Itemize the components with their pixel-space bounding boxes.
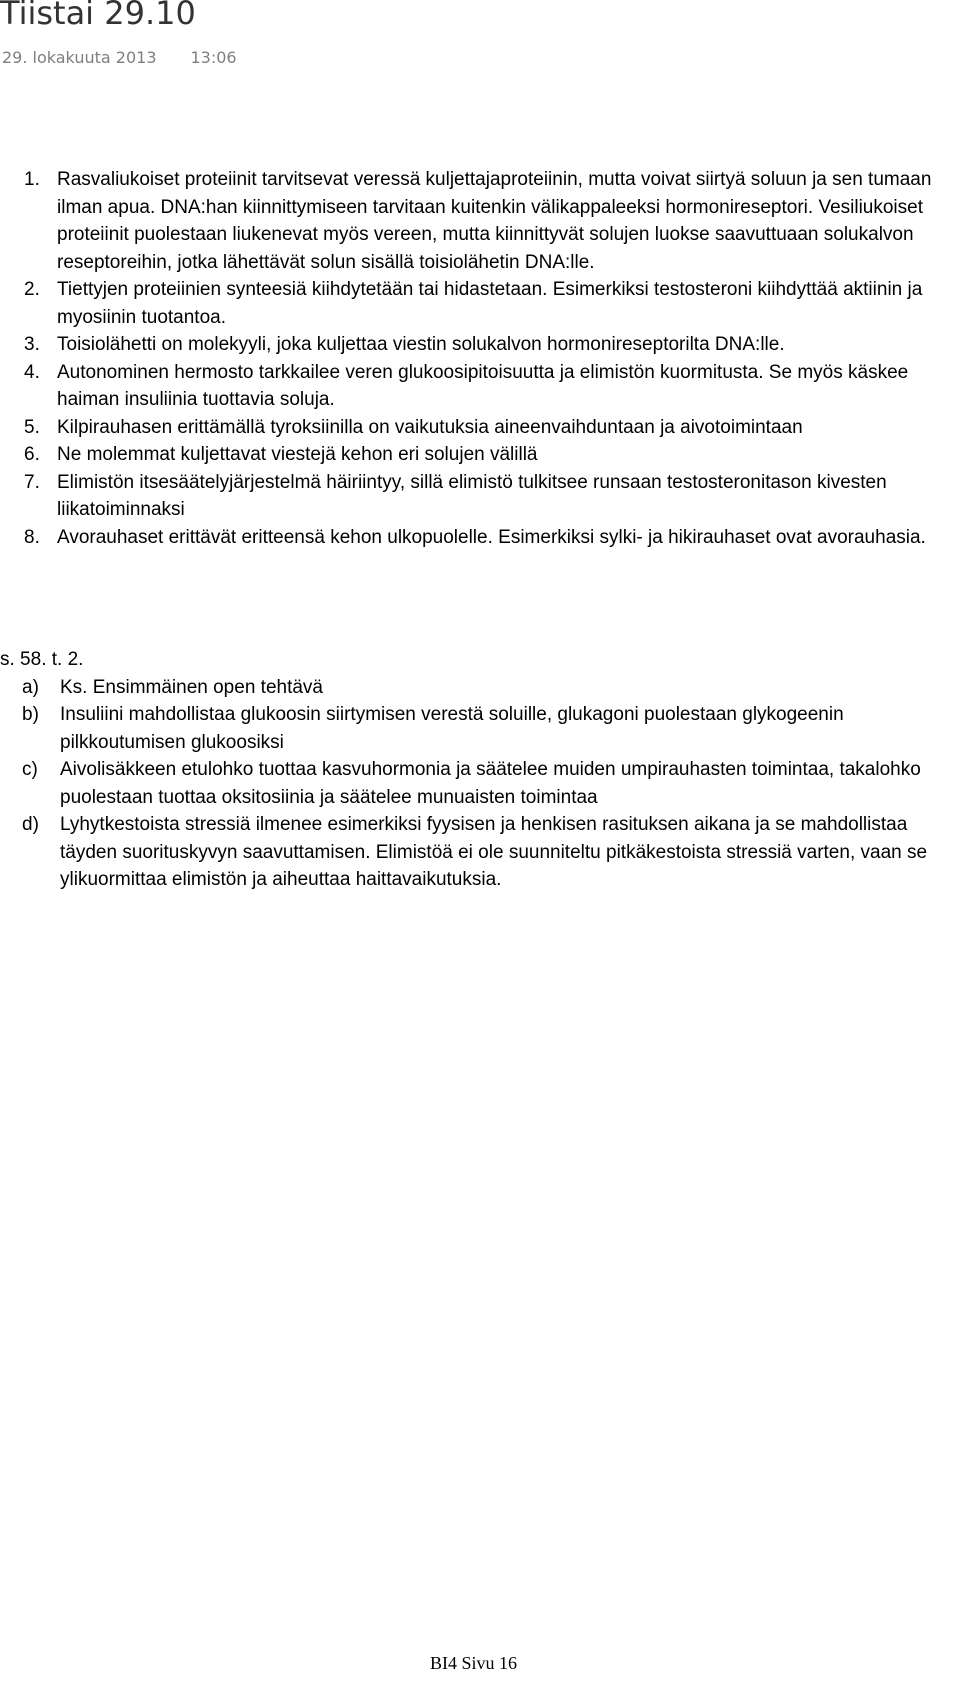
list-item <box>24 469 954 524</box>
list-item <box>24 331 954 359</box>
list-item <box>22 701 950 756</box>
item-letter: c) <box>22 759 38 780</box>
item-text: Toisiolähetti on molekyyli, joka kuljettaa viestin solukalvon hormonireseptorilta DNA:lle. <box>57 334 785 355</box>
item-text: Autonominen hermosto tarkkailee veren glukoosipitoisuutta ja elimistön kuormitusta. Se myös käskee haiman insuliinia tuottavia soluja. <box>57 361 909 410</box>
page-footer: BI4 Sivu 16 <box>430 1653 518 1673</box>
list-item <box>24 359 954 414</box>
item-text: Aivolisäkkeen etulohko tuottaa kasvuhormonia ja säätelee muiden umpirauhasten toimintaa, takalohko puolestaan tuottaa oksitosiinia ja säätelee munuaisten toimintaa <box>60 759 921 808</box>
item-text: Ne molemmat kuljettavat viestejä kehon eri solujen välillä <box>57 444 538 465</box>
item-number: 7. <box>24 471 40 493</box>
item-text: Ks. Ensimmäinen open tehtävä <box>60 676 323 698</box>
item-text: Lyhytkestoista stressiä ilmenee esimerkiksi fyysisen ja henkisen rasituksen aikana ja se mahdollistaa täyden suorituskyvyn saavuttamisen. Elimistöä ei ole suunniteltu pitkäkestoista stressiä varten, vaan se ylikuormittaa elimistön ja aiheuttaa haittavaikutuksia. <box>60 814 928 890</box>
item-number: 4. <box>24 361 40 383</box>
item-text: Kilpirauhasen erittämällä tyroksiinilla on vaikutuksia aineenvaihduntaan ja aivotoimintaan <box>57 416 803 438</box>
time-label: 13:06 <box>190 48 237 67</box>
list-item <box>22 674 950 702</box>
item-number: 8. <box>24 526 40 548</box>
item-text: Tiettyjen proteiinien synteesiä kiihdytetään tai hidastetaan. Esimerkiksi testosteroni kiihdyttää aktiinin ja myosiinin tuotantoa. <box>57 279 923 328</box>
section-heading: s. 58. t. 2. <box>0 649 84 670</box>
item-text: Avorauhaset erittävät eritteensä kehon ulkopuolelle. Esimerkiksi sylki- ja hikirauhaset ovat avorauhasia. <box>57 526 926 548</box>
lettered-list <box>22 674 950 894</box>
item-letter: a) <box>22 676 39 698</box>
item-number: 1. <box>24 169 40 190</box>
timestamp <box>2 48 237 67</box>
list-item <box>22 756 950 811</box>
exercise-section <box>0 646 950 894</box>
item-letter: d) <box>22 814 39 835</box>
item-letter: b) <box>22 704 39 725</box>
list-item <box>24 524 954 552</box>
item-number: 2. <box>24 279 40 300</box>
item-number: 3. <box>24 334 40 355</box>
item-number: 6. <box>24 444 40 465</box>
page-title: Tiistai 29.10 <box>0 0 196 32</box>
item-text: Elimistön itsesäätelyjärjestelmä häiriintyy, sillä elimistö tulkitsee runsaan testosteronitason kivesten liikatoiminnaksi <box>57 471 887 520</box>
list-item <box>24 441 954 469</box>
date-label: 29. lokakuuta 2013 <box>2 48 157 67</box>
list-item <box>24 276 954 331</box>
list-item <box>24 166 954 276</box>
item-text: Insuliini mahdollistaa glukoosin siirtymisen verestä soluille, glukagoni puolestaan glykogeenin pilkkoutumisen glukoosiksi <box>60 704 844 753</box>
item-text: Rasvaliukoiset proteiinit tarvitsevat veressä kuljettajaproteiinin, mutta voivat siirtyä soluun ja sen tumaan ilman apua. DNA:han kiinnittymiseen tarvitaan kuitenkin välikappaleeksi hormonireseptori. Vesiliukoiset proteiinit puolestaan liukenevat myös vereen, mutta kiinnittyvät solujen luokse saavuttuaan solukalvon reseptoreihin, jotka lähettävät solun sisällä toisiolähetin DNA:lle. <box>57 169 932 273</box>
numbered-list <box>24 166 954 551</box>
list-item <box>24 414 954 442</box>
list-item <box>22 811 950 894</box>
item-number: 5. <box>24 416 40 438</box>
